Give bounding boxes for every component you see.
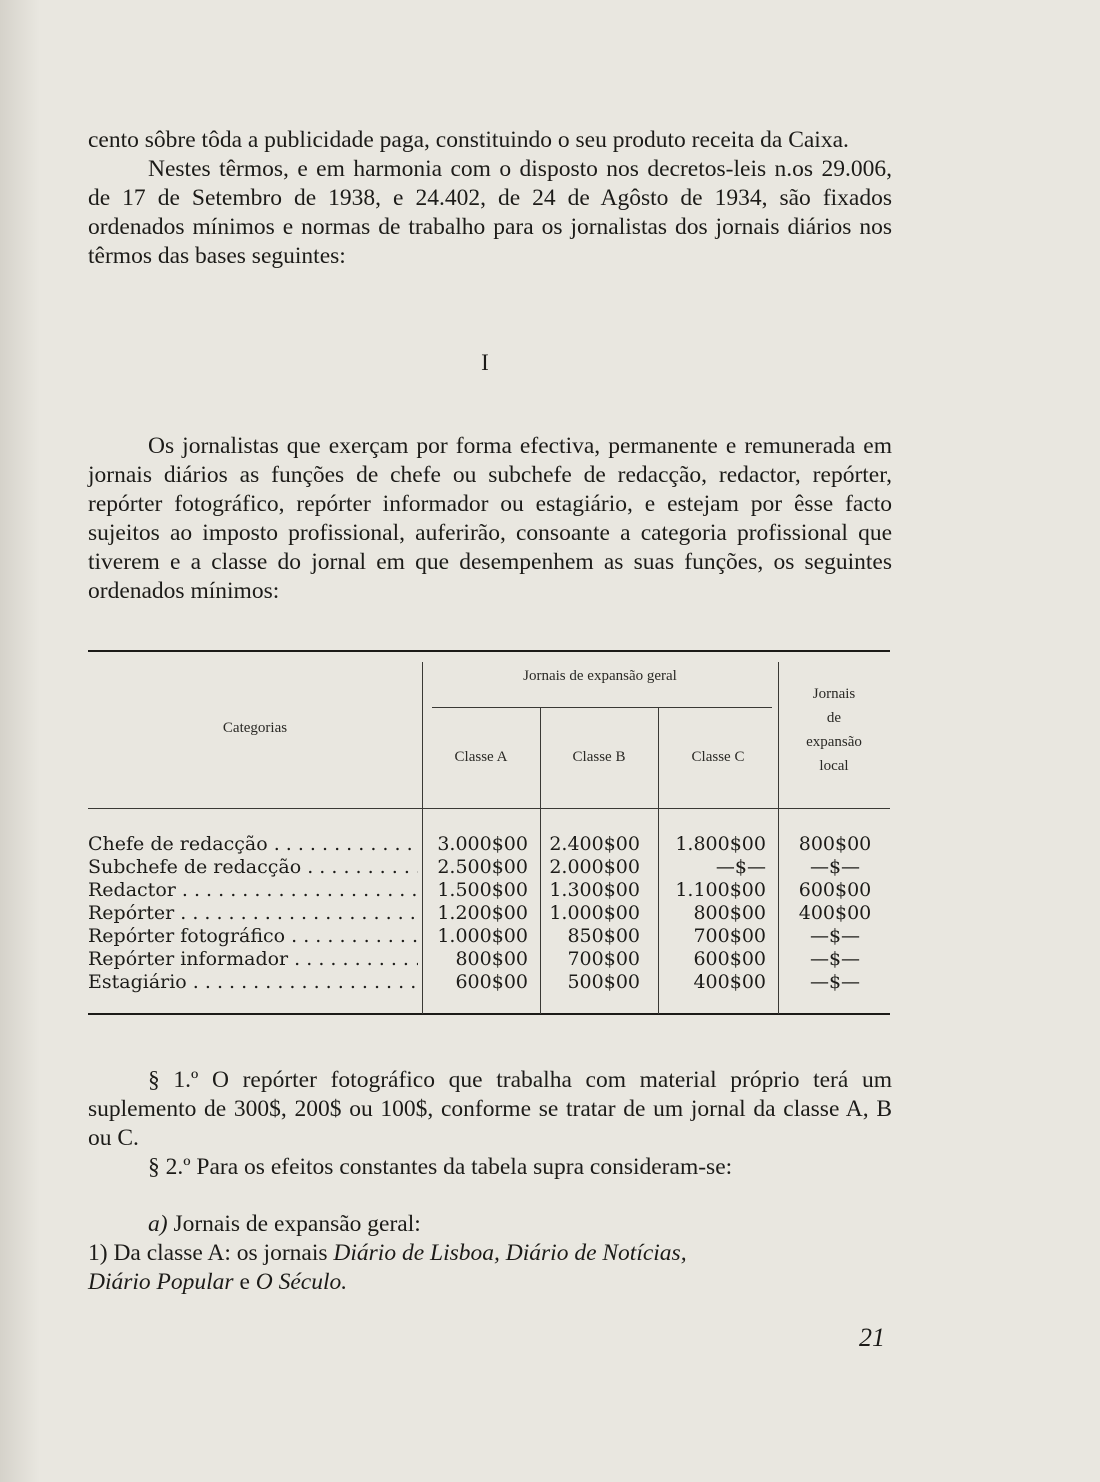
row-class-b: 1.300$00 xyxy=(549,879,640,901)
header-class-c: Classe C xyxy=(691,749,745,765)
header-local-line-3: expansão xyxy=(806,734,862,750)
table-row xyxy=(88,948,890,971)
row-category: Chefe de redacção xyxy=(88,833,268,855)
header-local-line-2: de xyxy=(826,710,842,726)
clause-1: § 1.º O repórter fotográfico que trabalha com material próprio terá um suplemento de 300$, 200$ ou 100$, conforme se tratar de um jornal da classe A, B ou C. xyxy=(88,1067,892,1151)
newspaper-4: O Século. xyxy=(255,1269,348,1295)
row-class-c: 1.800$00 xyxy=(675,833,766,855)
page-number: 21 xyxy=(859,1323,885,1352)
row-class-a: 1.000$00 xyxy=(437,925,528,947)
table-row xyxy=(88,856,890,879)
row-class-c: 600$00 xyxy=(693,948,766,970)
row-category: Redactor xyxy=(88,879,176,901)
row-category: Estagiário xyxy=(88,971,187,993)
body-text xyxy=(88,432,892,606)
row-local: 600$00 xyxy=(798,879,872,901)
header-local-expansion xyxy=(778,682,890,778)
clauses-text xyxy=(88,1066,892,1297)
conjunction: e xyxy=(239,1269,250,1295)
header-sub-rule xyxy=(432,707,772,708)
row-class-a: 800$00 xyxy=(455,948,528,970)
table-row xyxy=(88,925,890,948)
row-class-b: 700$00 xyxy=(567,948,640,970)
item-1 xyxy=(88,1239,892,1268)
row-local: —$— xyxy=(809,971,861,993)
row-class-a: 3.000$00 xyxy=(437,833,528,855)
row-class-a: 1.200$00 xyxy=(437,902,528,924)
header-categories: Categorias xyxy=(222,720,288,736)
table-row xyxy=(88,879,890,902)
row-class-a: 600$00 xyxy=(455,971,528,993)
item-a-label: a) xyxy=(148,1211,168,1237)
newspaper-1: Diário de Lisboa, xyxy=(333,1240,500,1266)
row-local: —$— xyxy=(809,948,861,970)
row-local: 800$00 xyxy=(798,833,872,855)
item-a xyxy=(88,1210,892,1239)
header-local-line-1: Jornais xyxy=(812,686,856,702)
section-number: I xyxy=(481,350,489,375)
row-local: —$— xyxy=(809,856,861,878)
newspaper-2: Diário de Notícias, xyxy=(505,1240,687,1266)
row-class-c: 400$00 xyxy=(693,971,766,993)
row-class-b: 2.400$00 xyxy=(549,833,640,855)
header-local-line-4: local xyxy=(819,758,849,774)
table-row xyxy=(88,833,890,856)
clause-2: § 2.º Para os efeitos constantes da tabela supra consideram-se: xyxy=(148,1154,733,1180)
row-class-c: 700$00 xyxy=(693,925,766,947)
header-bottom-rule xyxy=(88,808,890,809)
row-class-c: 800$00 xyxy=(693,902,766,924)
row-class-b: 850$00 xyxy=(567,925,640,947)
item-a-text: Jornais de expansão geral: xyxy=(173,1211,421,1237)
header-class-b: Classe B xyxy=(572,749,626,765)
intro-paragraph-1: cento sôbre tôda a publicidade paga, constituindo o seu produto receita da Caixa. xyxy=(88,127,849,153)
table-bottom-rule xyxy=(88,1013,890,1015)
table-row xyxy=(88,971,890,994)
row-class-a: 1.500$00 xyxy=(437,879,528,901)
row-class-b: 500$00 xyxy=(567,971,640,993)
row-class-a: 2.500$00 xyxy=(437,856,528,878)
table-row xyxy=(88,902,890,925)
newspaper-3: Diário Popular xyxy=(88,1269,234,1295)
row-category: Subchefe de redacção xyxy=(88,856,302,878)
body-paragraph-1: Os jornalistas que exerçam por forma efectiva, permanente e remunerada em jornais diários as funções de chefe ou subchefe de redacção, redactor, repórter, repórter fotográfico, repórter informador ou estagiário, e estejam por êsse facto sujeitos ao imposto profissional, auferirão, consoante a categoria profissional que tiverem e a classe do jornal em que desempenhem as suas funções, os seguintes ordenados mínimos: xyxy=(88,433,892,604)
intro-text xyxy=(88,126,892,271)
table-top-rule xyxy=(88,650,890,652)
row-category: Repórter informador xyxy=(88,948,289,970)
header-class-a: Classe A xyxy=(454,749,508,765)
page-edge-shadow xyxy=(0,0,40,1482)
intro-paragraph-2: Nestes têrmos, e em harmonia com o disposto nos decretos-leis n.os 29.006, de 17 de Setembro de 1938, e 24.402, de 24 de Agôsto de 1934, são fixados ordenados mínimos e normas de trabalho para os jornalistas dos jornais diários nos têrmos das bases seguintes: xyxy=(88,156,892,269)
row-local: 400$00 xyxy=(798,902,872,924)
row-class-b: 2.000$00 xyxy=(549,856,640,878)
row-class-b: 1.000$00 xyxy=(549,902,640,924)
item-1-prefix: 1) Da classe A: os jornais xyxy=(88,1240,328,1266)
row-category: Repórter xyxy=(88,902,175,924)
row-class-c: —$— xyxy=(715,856,766,878)
header-general-expansion: Jornais de expansão geral xyxy=(523,668,677,684)
row-class-c: 1.100$00 xyxy=(675,879,766,901)
row-local: —$— xyxy=(809,925,861,947)
item-1-continued xyxy=(88,1268,892,1297)
row-category: Repórter fotográfico xyxy=(88,925,286,947)
